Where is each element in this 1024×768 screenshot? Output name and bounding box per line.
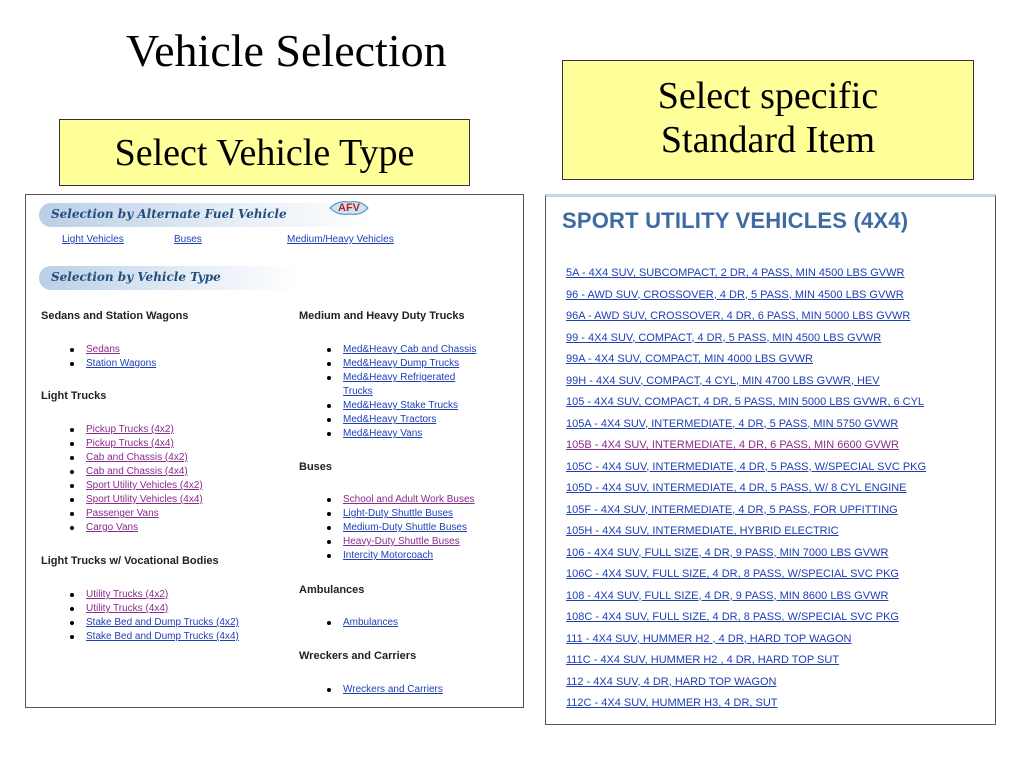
suv-item-5a[interactable]: 5A - 4X4 SUV, SUBCOMPACT, 2 DR, 4 PASS, MIN 4500 LBS GVWR [566,267,905,279]
vehicle-type-section-header [39,266,299,290]
suv-item-108[interactable]: 108 - 4X4 SUV, FULL SIZE, 4 DR, 9 PASS, MIN 8600 LBS GVWR [566,589,889,602]
link-mh-stake[interactable]: Med&Heavy Stake Trucks [327,399,517,413]
link-ambulances[interactable]: Ambulances [327,616,398,630]
callout-select-vehicle-type: Select Vehicle Type [59,119,470,186]
callout-select-standard-item [562,60,974,180]
suv-item-99h[interactable]: 99H - 4X4 SUV, COMPACT, 4 CYL, MIN 4700 LBS GVWR, HEV [566,374,880,387]
med-heavy-list [327,343,517,441]
ambulances-list [327,616,398,630]
link-utility-4x4[interactable]: Utility Trucks (4x4) [70,602,239,616]
link-stake-dump-4x2[interactable]: Stake Bed and Dump Trucks (4x2) [70,616,239,630]
suv-item-105d[interactable]: 105D - 4X4 SUV, INTERMEDIATE, 4 DR, 5 PASS, W/ 8 CYL ENGINE [566,482,907,494]
suv-item-105[interactable]: 105 - 4X4 SUV, COMPACT, 4 DR, 5 PASS, MIN 5000 LBS GVWR, 6 CYL [566,396,925,408]
link-heavy-shuttle[interactable]: Heavy-Duty Shuttle Buses [327,535,475,549]
suv-item-105a[interactable]: 105A - 4X4 SUV, INTERMEDIATE, 4 DR, 5 PASS, MIN 5750 GVWR [566,417,899,430]
suv-item-112[interactable]: 112 - 4X4 SUV, 4 DR, HARD TOP WAGON [566,675,777,688]
link-mh-tractors[interactable]: Med&Heavy Tractors [327,413,517,427]
category-light-trucks-heading: Light Trucks [41,390,107,402]
suv-item-106[interactable]: 106 - 4X4 SUV, FULL SIZE, 4 DR, 9 PASS, MIN 7000 LBS GVWR [566,546,889,559]
suv-item-108c[interactable]: 108C - 4X4 SUV, FULL SIZE, 4 DR, 8 PASS, W/SPECIAL SVC PKG [566,611,899,623]
suv-item-99[interactable]: 99 - 4X4 SUV, COMPACT, 4 DR, 5 PASS, MIN 4500 LBS GVWR [566,331,882,344]
suv-item-99a[interactable]: 99A - 4X4 SUV, COMPACT, MIN 4000 LBS GVWR [566,353,813,365]
suv-item-105f[interactable]: 105F - 4X4 SUV, INTERMEDIATE, 4 DR, 5 PASS, FOR UPFITTING [566,503,898,516]
link-cargo-vans[interactable]: Cargo Vans [70,521,203,535]
link-utility-4x2[interactable]: Utility Trucks (4x2) [70,588,239,602]
link-pickup-4x4[interactable]: Pickup Trucks (4x4) [70,437,203,451]
link-cab-chassis-4x2[interactable]: Cab and Chassis (4x2) [70,451,203,465]
buses-list [327,493,475,563]
afv-heading: Selection by Alternate Fuel Vehicle [51,207,287,221]
link-wreckers[interactable]: Wreckers and Carriers [327,683,443,697]
callout-line-1: Select specific [657,75,879,117]
link-stake-dump-4x4[interactable]: Stake Bed and Dump Trucks (4x4) [70,630,239,644]
link-mh-refrigerated[interactable]: Med&Heavy Refrigerated Trucks [327,371,473,399]
afv-link-light-vehicles[interactable]: Light Vehicles [62,234,124,245]
link-suv-4x4[interactable]: Sport Utility Vehicles (4x4) [70,493,203,507]
link-passenger-vans[interactable]: Passenger Vans [70,507,203,521]
suv-item-96a[interactable]: 96A - AWD SUV, CROSSOVER, 4 DR, 6 PASS, MIN 5000 LBS GVWR [566,310,911,322]
link-mh-cab-chassis[interactable]: Med&Heavy Cab and Chassis [327,343,517,357]
afv-badge-text: AFV [338,202,360,214]
light-trucks-list [70,423,203,535]
suv-item-105h[interactable]: 105H - 4X4 SUV, INTERMEDIATE, HYBRID ELECTRIC [566,525,839,537]
link-station-wagons[interactable]: Station Wagons [70,357,156,371]
link-pickup-4x2[interactable]: Pickup Trucks (4x2) [70,423,203,437]
vehicle-type-panel [25,194,524,708]
category-wreckers-heading: Wreckers and Carriers [299,650,417,662]
link-medium-shuttle[interactable]: Medium-Duty Shuttle Buses [327,521,475,535]
vehicle-type-heading: Selection by Vehicle Type [51,270,221,284]
sedans-list [70,343,156,371]
suv-item-111[interactable]: 111 - 4X4 SUV, HUMMER H2 , 4 DR, HARD TOP WAGON [566,632,852,645]
link-mh-vans[interactable]: Med&Heavy Vans [327,427,517,441]
category-sedans-heading: Sedans and Station Wagons [41,310,189,322]
category-vocational-heading: Light Trucks w/ Vocational Bodies [41,555,219,567]
slide-title: Vehicle Selection [126,25,447,76]
link-suv-4x2[interactable]: Sport Utility Vehicles (4x2) [70,479,203,493]
wreckers-list [327,683,443,697]
suv-item-96[interactable]: 96 - AWD SUV, CROSSOVER, 4 DR, 5 PASS, MIN 4500 LBS GVWR [566,288,904,301]
category-ambulances-heading: Ambulances [299,584,365,596]
suv-item-112c[interactable]: 112C - 4X4 SUV, HUMMER H3, 4 DR, SUT [566,697,778,709]
link-light-shuttle[interactable]: Light-Duty Shuttle Buses [327,507,475,521]
afv-link-buses[interactable]: Buses [174,234,202,245]
link-cab-chassis-4x4[interactable]: Cab and Chassis (4x4) [70,465,203,479]
vocational-list [70,588,239,644]
suv-item-105c[interactable]: 105C - 4X4 SUV, INTERMEDIATE, 4 DR, 5 PASS, W/SPECIAL SVC PKG [566,460,927,473]
category-buses-heading: Buses [299,461,333,473]
suv-item-list [566,263,926,715]
afv-link-medium-heavy[interactable]: Medium/Heavy Vehicles [287,234,394,245]
suv-item-106c[interactable]: 106C - 4X4 SUV, FULL SIZE, 4 DR, 8 PASS, W/SPECIAL SVC PKG [566,568,899,580]
afv-badge-icon [328,199,370,217]
link-sedans[interactable]: Sedans [70,343,156,357]
link-school-buses[interactable]: School and Adult Work Buses [327,493,475,507]
suv-item-111c[interactable]: 111C - 4X4 SUV, HUMMER H2 , 4 DR, HARD TOP SUT [566,654,840,666]
suv-item-105b[interactable]: 105B - 4X4 SUV, INTERMEDIATE, 4 DR, 6 PASS, MIN 6600 GVWR [566,439,899,451]
link-mh-dump[interactable]: Med&Heavy Dump Trucks [327,357,517,371]
suv-items-panel [545,194,996,725]
category-med-heavy-heading: Medium and Heavy Duty Trucks [299,310,465,322]
link-intercity[interactable]: Intercity Motorcoach [327,549,475,563]
afv-section-header [39,203,369,227]
callout-line-2: Standard Item [660,118,876,161]
suv-page-title: SPORT UTILITY VEHICLES (4X4) [562,208,909,233]
